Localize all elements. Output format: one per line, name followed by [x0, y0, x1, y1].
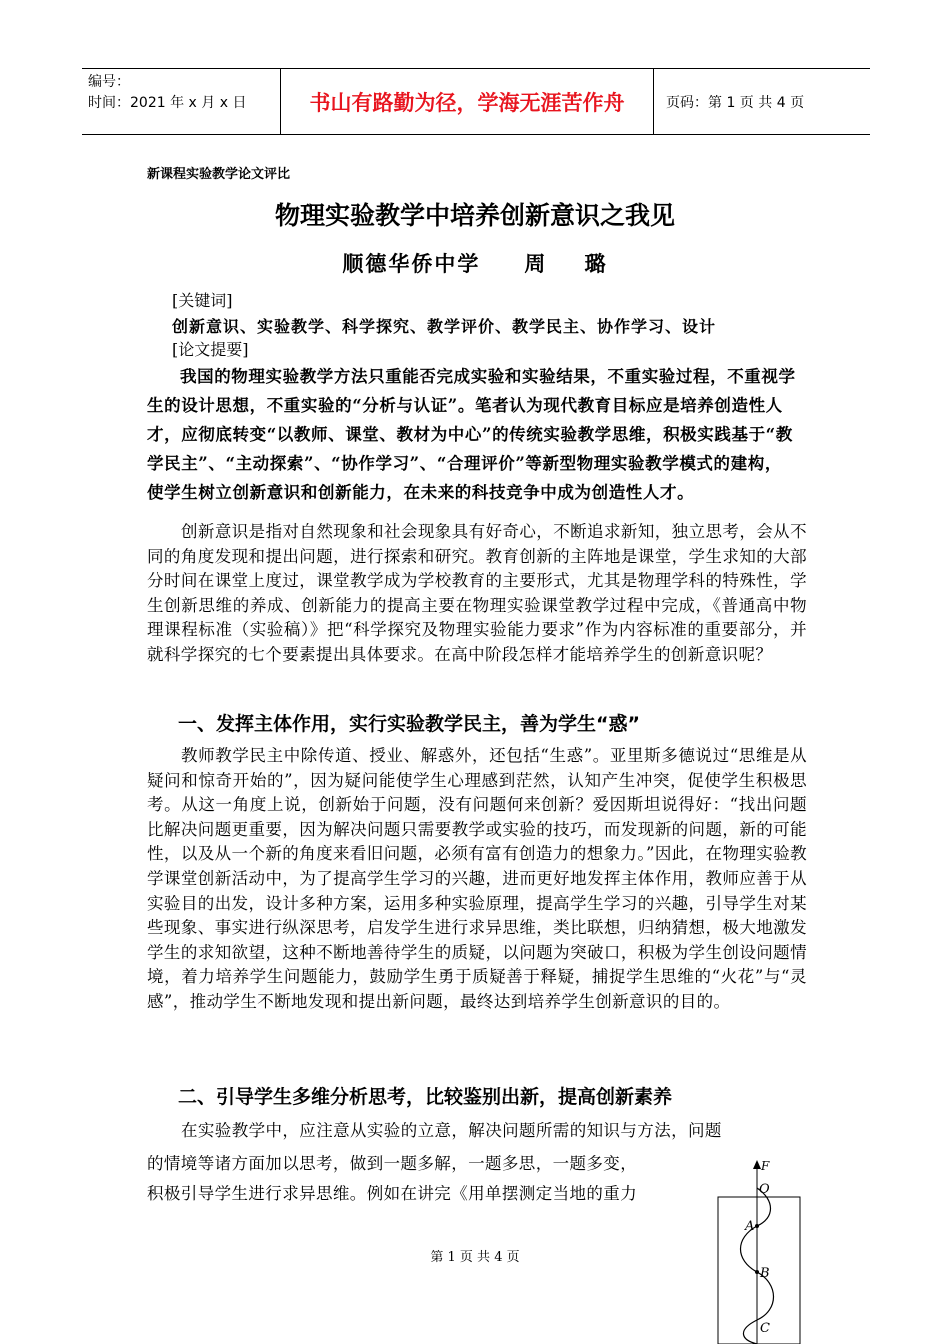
keywords-text: 创新意识、实验教学、科学探究、教学评价、教学民主、协作学习、设计	[172, 317, 717, 336]
label-a: A	[745, 1219, 755, 1234]
arrow-icon	[753, 1160, 761, 1169]
section-2-line-1: 在实验教学中，应注意从实验的立意，解决问题所需的知识与方法，问题	[181, 1121, 722, 1140]
intro-paragraph: 创新意识是指对自然现象和社会现象具有好奇心，不断追求新知，独立思考，会从不同的角度发现和提出问题，进行探索和研究。教育创新的主阵地是课堂，学生求知的大部分时间在课堂上度过，课堂教学成为学校教育的主要形式，尤其是物理学科的特殊性，学生创新思维的养成、创新能力的提高主要在物理实验课堂教学过程中完成，《普通高中物理课程标准（实验稿）》把“科学探究及物理实验能力要求”作为内容标准的重要部分，并就科学探究的七个要素提出具体要求。在高中阶段怎样才能培养学生的创新意识呢？	[147, 522, 807, 664]
label-b: B	[760, 1266, 770, 1281]
header-motto: 书山有路勤为径，学海无涯苦作舟	[281, 69, 654, 134]
label-c: C	[760, 1321, 770, 1336]
author-name: 周 璐	[524, 251, 608, 276]
header-table	[82, 68, 870, 135]
section-1-body: 教师教学民主中除传道、授业、解惑外，还包括“生惑”。亚里斯多德说过“思维是从疑问和惊奇开始的”，因为疑问能使学生心理感到茫然，认知产生冲突，促使学生积极思考。从这一角度上说，创新始于问题，没有问题何来创新？爱因斯坦说得好：“找出问题比解决问题更重要，因为解决问题只需要教学或实验的技巧，而发现新的问题，新的可能性，以及从一个新的角度来看旧问题，必须有富有创造力的想象力。”因此，在物理实验教学课堂创新活动中，为了提高学生学习的兴趣，进而更好地发挥主体作用，教师应善于从实验目的出发，设计多种方案，运用多种实验原理，提高学生学习的兴趣，引导学生对某些现象、事实进行纵深思考，启发学生进行求异思维，类比联想，归纳猜想，极大地激发学生的求知欲望，这种不断地善待学生的质疑，以问题为突破口，积极为学生创设问题情境，着力培养学生问题能力，鼓励学生勇于质疑善于释疑，捕捉学生思维的“火花”与“灵感”，推动学生不断地发现和提出新问题，最终达到培养学生创新意识的目的。	[147, 746, 807, 1011]
document-number-label: 编号：	[88, 74, 130, 90]
point-a	[755, 1224, 759, 1228]
paper-title: 物理实验教学中培养创新意识之我见	[274, 201, 675, 230]
section-2-line-3: 积极引导学生进行求异思维。例如在讲完《用单摆测定当地的重力	[147, 1184, 638, 1203]
section-2-heading: 二、引导学生多维分析思考，比较鉴别出新，提高创新素养	[178, 1086, 673, 1108]
school-name: 顺德华侨中学	[342, 251, 481, 276]
author-line	[0, 248, 950, 278]
label-f: F	[761, 1160, 770, 1173]
page-footer: 第 1 页 共 4 页	[430, 1250, 520, 1265]
point-b	[755, 1270, 759, 1274]
document-date: 时间：2021 年 x 月 x 日	[88, 95, 247, 111]
label-o: O	[759, 1182, 770, 1197]
pendulum-figure	[717, 1160, 802, 1344]
header-page-info: 页码：第 1 页 共 4 页	[666, 94, 805, 111]
header-meta	[82, 69, 281, 134]
abstract-label: [论文提要]	[172, 340, 249, 359]
figure-frame	[718, 1197, 800, 1344]
competition-label: 新课程实验教学论文评比	[147, 167, 291, 182]
section-2-line-2: 的情境等诸方面加以思考，做到一题多解，一题多思，一题多变，	[147, 1154, 638, 1173]
section-1-heading: 一、发挥主体作用，实行实验教学民主，善为学生“惑”	[178, 713, 640, 735]
abstract-text: 我国的物理实验教学方法只重能否完成实验和实验结果，不重实验过程，不重视学生的设计思想，不重实验的“分析与认证”。笔者认为现代教育目标应是培养创造性人才，应彻底转变“以教师、课堂、教材为中心”的传统实验教学思维，积极实践基于“教学民主”、“主动探索”、“协作学习”、“合理评价”等新型物理实验教学模式的建构，使学生树立创新意识和创新能力，在未来的科技竞争中成为创造性人才。	[147, 367, 796, 502]
keywords-label: [关键词]	[172, 291, 233, 310]
